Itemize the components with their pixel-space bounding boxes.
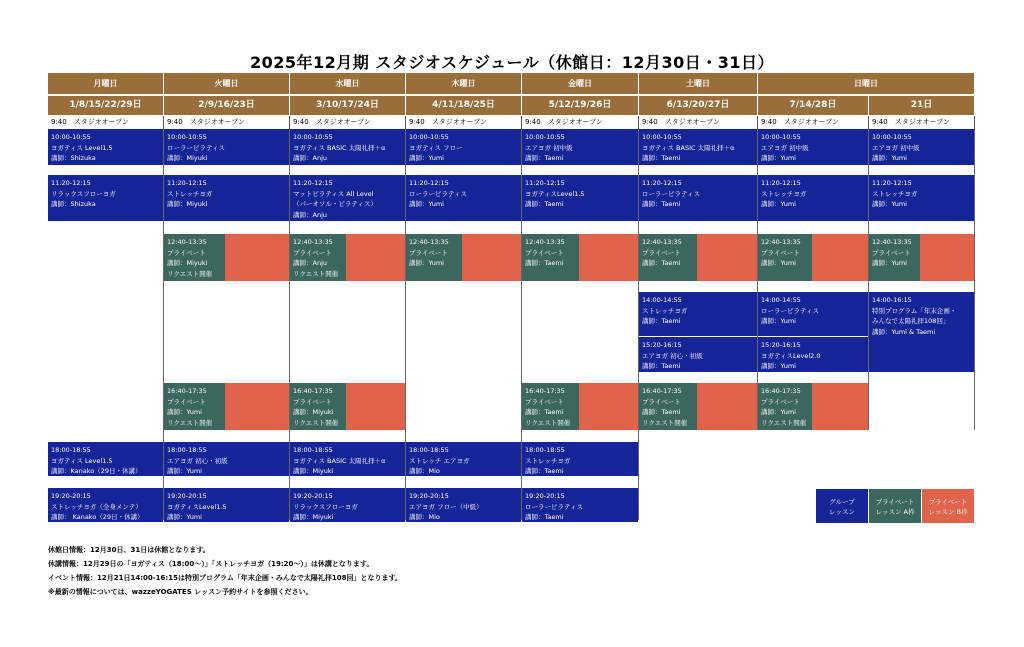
lesson-name: ヨガティス BASIC 太陽礼拝＋α [293, 456, 386, 465]
private-lesson-b[interactable] [697, 234, 757, 281]
lesson-teacher: 講師：Yumi [872, 200, 907, 208]
private-name: プライベート [525, 248, 564, 257]
legend-label: レッスン [829, 508, 855, 516]
lesson-block[interactable] [522, 442, 638, 476]
lesson-time: 10:00-10:55 [872, 133, 912, 141]
lesson-block[interactable] [48, 488, 163, 522]
lesson-block[interactable] [290, 129, 405, 165]
note-event: イベント情報：12月21日14:00-16:15は特別プログラム「年末企画・みんなで太陽礼拝108回」となります。 [48, 574, 402, 582]
lesson-teacher: 講師：Anju [293, 210, 327, 219]
date-header-5: 6/13/20/27日 [639, 94, 758, 115]
lesson-teacher: 講師：Miyuki [293, 513, 334, 521]
day-header-4: 金曜日 [522, 73, 639, 94]
note-closed: 休館日情報：12月30日、31日は休館となります。 [48, 546, 210, 554]
lesson-teacher: 講師：Taemi [525, 154, 564, 162]
private-teacher: 講師：Miyuki [293, 408, 334, 416]
private-time: 16:40-17:35 [642, 387, 682, 395]
day-header-2: 水曜日 [290, 73, 406, 94]
lesson-block[interactable] [164, 175, 289, 221]
lesson-name: ストレッチ エアヨガ [409, 456, 470, 465]
lesson-time: 11:20-12:15 [872, 179, 912, 187]
lesson-teacher: 講師：Taemi [642, 362, 681, 370]
lesson-name: ヨガティス Level1.5 [51, 143, 113, 152]
private-note: リクエスト開催 [761, 418, 807, 427]
lesson-name: リラックスフローヨガ [51, 189, 116, 198]
lesson-time: 11:20-12:15 [525, 179, 565, 187]
lesson-time: 18:00-18:55 [293, 446, 333, 454]
studio-open-3: 9:40 スタジオオープン [406, 116, 522, 128]
private-note: リクエスト開催 [293, 418, 339, 427]
legend-label: グループ [829, 498, 855, 506]
studio-open-4: 9:40 スタジオオープン [522, 116, 639, 128]
legend-privA [869, 489, 921, 523]
lesson-teacher: 講師：Shizuka [51, 154, 96, 162]
lesson-name: エアヨガ 初中級 [872, 143, 920, 152]
lesson-name: ストレッチヨガ（全身メンテ） [51, 502, 142, 511]
day-header-6: 日曜日 [758, 73, 975, 94]
lesson-name: ヨガティスLevel2.0 [761, 351, 821, 360]
private-name: プライベート [761, 248, 800, 257]
studio-open-1: 9:40 スタジオオープン [164, 116, 290, 128]
lesson-time: 10:00-10:55 [167, 133, 207, 141]
private-teacher: 講師：Taemi [642, 259, 681, 267]
studio-open-2: 9:40 スタジオオープン [290, 116, 406, 128]
lesson-name: ヨガティス BASIC 太陽礼拝＋α [642, 143, 735, 152]
lesson-name-cont: みんなで太陽礼拝108回」 [872, 317, 950, 325]
private-time: 16:40-17:35 [167, 387, 207, 395]
day-header-3: 木曜日 [406, 73, 522, 94]
private-time: 16:40-17:35 [761, 387, 801, 395]
private-teacher: 講師：Taemi [525, 408, 564, 416]
private-lesson-a[interactable] [164, 383, 225, 430]
lesson-name: ヨガティスLevel1.5 [525, 189, 585, 198]
date-header-3: 4/11/18/25日 [406, 94, 522, 115]
lesson-teacher: 講師：Miyuki [293, 467, 334, 475]
lesson-name: ローラーピラティス [409, 189, 467, 198]
lesson-name: エアヨガ 初中級 [761, 143, 809, 152]
lesson-block[interactable] [869, 129, 974, 165]
lesson-time: 10:00-10:55 [51, 133, 91, 141]
legend-label: レッスン B枠 [928, 508, 968, 516]
lesson-time: 15:20-16:15 [642, 341, 682, 349]
studio-open-7: 9:40 スタジオオープン [869, 116, 975, 128]
lesson-name: ストレッチヨガ [525, 456, 571, 465]
lesson-name: ヨガティス フロー [409, 143, 463, 152]
lesson-block[interactable] [48, 129, 163, 165]
lesson-block[interactable] [164, 488, 289, 522]
lesson-block[interactable] [290, 488, 405, 522]
date-header-2: 3/10/17/24日 [290, 94, 406, 115]
private-teacher: 講師：Taemi [642, 408, 681, 416]
private-lesson-b[interactable] [462, 234, 521, 281]
legend-label: プライベート [928, 498, 968, 506]
legend-group [816, 489, 868, 523]
lesson-teacher: 講師：Yumi [409, 200, 444, 208]
lesson-time: 11:20-12:15 [167, 179, 207, 187]
lesson-teacher: 講師：Yumi [761, 154, 796, 162]
private-time: 12:40-13:35 [409, 238, 449, 246]
studio-open-5: 9:40 スタジオオープン [639, 116, 758, 128]
lesson-teacher: 講師：Miyuki [167, 200, 208, 208]
private-name: プライベート [293, 397, 332, 406]
private-lesson-a[interactable] [758, 234, 812, 281]
private-teacher: 講師：Yumi [761, 408, 796, 416]
private-note: リクエスト開催 [525, 418, 571, 427]
lesson-teacher: 講師：Taemi [525, 513, 564, 521]
note-cancel: 休講情報：12月29日の「ヨガティス（18:00〜）」「ストレッチヨガ（19:20〜）」は休講となります。 [48, 560, 374, 568]
private-time: 16:40-17:35 [293, 387, 333, 395]
lesson-time: 18:00-18:55 [51, 446, 91, 454]
lesson-time: 10:00-10:55 [293, 133, 333, 141]
lesson-time: 10:00-10:55 [761, 133, 801, 141]
lesson-block[interactable] [48, 442, 163, 476]
lesson-block[interactable] [639, 175, 757, 221]
day-header-1: 火曜日 [164, 73, 290, 94]
lesson-teacher: 講師：Mio [409, 513, 440, 521]
lesson-block[interactable] [406, 175, 521, 221]
private-note: リクエスト開催 [642, 418, 688, 427]
private-teacher: 講師：Taemi [525, 259, 564, 267]
legend-label: プライベート [875, 498, 915, 506]
date-header-1: 2/9/16/23日 [164, 94, 290, 115]
private-time: 12:40-13:35 [642, 238, 682, 246]
lesson-block[interactable] [758, 337, 868, 372]
lesson-teacher: 講師：Shizuka [51, 200, 96, 208]
studio-open-0: 9:40 スタジオオープン [48, 116, 164, 128]
lesson-block[interactable] [758, 175, 868, 221]
lesson-teacher: 講師：Yumi [761, 200, 796, 208]
lesson-name: ローラーピラティス [761, 306, 819, 315]
private-note: リクエスト開催 [167, 269, 213, 278]
lesson-teacher: 講師：Yumi [409, 154, 444, 162]
private-name: プライベート [642, 248, 681, 257]
lesson-name: ストレッチヨガ [872, 189, 918, 198]
lesson-time: 11:20-12:15 [761, 179, 801, 187]
lesson-name: マットピラティス All Level [293, 189, 374, 198]
private-lesson-b[interactable] [346, 383, 405, 430]
lesson-time: 19:20-20:15 [409, 492, 449, 500]
private-lesson-b[interactable] [225, 234, 289, 281]
lesson-block[interactable] [406, 442, 521, 476]
day-header-5: 土曜日 [639, 73, 758, 94]
private-lesson-b[interactable] [697, 383, 757, 430]
date-header-4: 5/12/19/26日 [522, 94, 639, 115]
studio-open-6: 9:40 スタジオオープン [758, 116, 869, 128]
private-name: プライベート [761, 397, 800, 406]
private-lesson-b[interactable] [346, 234, 405, 281]
lesson-name: リラックスフローヨガ [293, 502, 358, 511]
lesson-time: 10:00-10:55 [525, 133, 565, 141]
lesson-time: 18:00-18:55 [167, 446, 207, 454]
special-program-block[interactable] [869, 292, 974, 372]
lesson-time: 14:00-14:55 [761, 296, 801, 304]
lesson-block[interactable] [639, 129, 757, 165]
lesson-time: 11:20-12:15 [409, 179, 449, 187]
private-lesson-a[interactable] [290, 234, 346, 281]
lesson-time: 10:00-10:55 [409, 133, 449, 141]
lesson-time: 14:00-14:55 [642, 296, 682, 304]
lesson-time: 18:00-18:55 [525, 446, 565, 454]
private-time: 12:40-13:35 [167, 238, 207, 246]
private-time: 12:40-13:35 [293, 238, 333, 246]
lesson-name: ストレッチヨガ [642, 306, 688, 315]
lesson-time: 14:00-16:15 [872, 296, 912, 304]
private-teacher: 講師：Yumi [167, 408, 202, 416]
private-lesson-b[interactable] [920, 234, 974, 281]
lesson-block[interactable] [522, 129, 638, 165]
private-lesson-a[interactable] [639, 234, 697, 281]
lesson-subtitle: （パーオソル・ピラティス） [293, 200, 377, 208]
lesson-teacher: 講師：Mio [409, 467, 440, 475]
private-name: プライベート [642, 397, 681, 406]
lesson-teacher: 講師：Anju [293, 154, 327, 162]
note-latest: ※最新の情報については、wazzeYOGATES レッスン予約サイトを参照ください。 [48, 588, 313, 596]
lesson-teacher: 講師：Yumi [872, 154, 907, 162]
private-lesson-b[interactable] [579, 234, 638, 281]
lesson-name: ヨガティスLevel1.5 [167, 502, 227, 511]
lesson-block[interactable] [758, 129, 868, 165]
lesson-block[interactable] [406, 488, 521, 522]
private-name: プライベート [872, 248, 911, 257]
lesson-name: エアヨガ 初心・初級 [167, 456, 228, 465]
private-name: プライベート [167, 248, 206, 257]
private-lesson-b[interactable] [225, 383, 289, 430]
lesson-time: 18:00-18:55 [409, 446, 449, 454]
lesson-block[interactable] [406, 129, 521, 165]
lesson-time: 10:00-10:55 [642, 133, 682, 141]
lesson-teacher: 講師：Yumi [761, 362, 796, 370]
day-header-0: 月曜日 [48, 73, 164, 94]
private-time: 12:40-13:35 [761, 238, 801, 246]
lesson-block[interactable] [164, 129, 289, 165]
lesson-block[interactable] [639, 292, 757, 336]
private-teacher: 講師：Anju [293, 259, 327, 267]
lesson-time: 19:20-20:15 [51, 492, 91, 500]
lesson-time: 11:20-12:15 [293, 179, 333, 187]
lesson-block[interactable] [758, 292, 868, 336]
date-header-6: 7/14/28日 [758, 94, 869, 115]
private-lesson-b[interactable] [812, 383, 868, 430]
lesson-teacher: 講師：Taemi [525, 200, 564, 208]
legend-label: レッスン A枠 [875, 508, 915, 516]
lesson-teacher: 講師：Miyuki [167, 154, 208, 162]
private-name: プライベート [525, 397, 564, 406]
private-lesson-a[interactable] [522, 234, 579, 281]
lesson-name: ローラーピラティス [525, 502, 583, 511]
private-time: 16:40-17:35 [525, 387, 565, 395]
date-header-0: 1/8/15/22/29日 [48, 94, 164, 115]
lesson-name: 特別プログラム「年末企画・ [872, 306, 957, 315]
private-name: プライベート [409, 248, 448, 257]
lesson-teacher: 講師：Yumi & Taemi [872, 327, 936, 336]
lesson-teacher: 講師：Yumi [167, 467, 202, 475]
lesson-teacher: 講師：Taemi [642, 200, 681, 208]
lesson-name: エアヨガ フロー（中級） [409, 502, 483, 511]
lesson-teacher: 講師：Taemi [642, 154, 681, 162]
lesson-block[interactable] [522, 175, 638, 221]
date-header-7: 21日 [869, 94, 975, 115]
lesson-name: ストレッチヨガ [761, 189, 807, 198]
private-teacher: 講師：Yumi [761, 259, 796, 267]
lesson-name: エアヨガ 初中級 [525, 143, 573, 152]
private-lesson-a[interactable] [406, 234, 462, 281]
lesson-name: ローラーピラティス [642, 189, 700, 198]
private-teacher: 講師：Yumi [872, 259, 907, 267]
lesson-time: 19:20-20:15 [525, 492, 565, 500]
private-lesson-a[interactable] [758, 383, 812, 430]
legend-privB [922, 489, 974, 523]
lesson-time: 11:20-12:15 [51, 179, 91, 187]
lesson-teacher: 講師：Kanako（29日・休講） [51, 467, 142, 475]
private-lesson-a[interactable] [290, 383, 346, 430]
lesson-name: ヨガティス Level1.5 [51, 456, 113, 465]
lesson-teacher: 講師：Taemi [525, 467, 564, 475]
lesson-block[interactable] [290, 175, 405, 221]
lesson-name: ストレッチヨガ [167, 189, 213, 198]
private-name: プライベート [293, 248, 332, 257]
lesson-time: 15:20-16:15 [761, 341, 801, 349]
private-note: リクエスト開催 [167, 418, 213, 427]
private-lesson-a[interactable] [164, 234, 225, 281]
lesson-teacher: 講師：Taemi [642, 317, 681, 325]
private-lesson-b[interactable] [812, 234, 868, 281]
lesson-block[interactable] [48, 175, 163, 221]
private-teacher: 講師：Yumi [409, 259, 444, 267]
private-time: 12:40-13:35 [872, 238, 912, 246]
private-note: リクエスト開催 [293, 269, 339, 278]
private-teacher: 講師：Miyuki [167, 259, 208, 267]
lesson-teacher: 講師：Yumi [761, 317, 796, 325]
lesson-name: ローラーピラティス [167, 143, 225, 152]
lesson-block[interactable] [869, 175, 974, 221]
private-time: 12:40-13:35 [525, 238, 565, 246]
private-lesson-b[interactable] [579, 383, 638, 430]
private-lesson-a[interactable] [869, 234, 920, 281]
lesson-block[interactable] [639, 337, 757, 372]
private-lesson-a[interactable] [522, 383, 579, 430]
lesson-block[interactable] [522, 488, 638, 522]
lesson-name: エアヨガ 初心・初級 [642, 351, 703, 360]
lesson-teacher: 講師： Kanako（29日・休講） [51, 513, 144, 521]
lesson-time: 11:20-12:15 [642, 179, 682, 187]
notes [48, 543, 402, 599]
lesson-time: 19:20-20:15 [167, 492, 207, 500]
private-lesson-a[interactable] [639, 383, 697, 430]
lesson-time: 19:20-20:15 [293, 492, 333, 500]
lesson-block[interactable] [290, 442, 405, 476]
lesson-name: ヨガティス BASIC 太陽礼拝＋α [293, 143, 386, 152]
lesson-block[interactable] [164, 442, 289, 476]
lesson-teacher: 講師：Yumi [167, 513, 202, 521]
private-name: プライベート [167, 397, 206, 406]
page-title: 2025年12月期 スタジオスケジュール（休館日：12月30日・31日） [249, 53, 775, 72]
